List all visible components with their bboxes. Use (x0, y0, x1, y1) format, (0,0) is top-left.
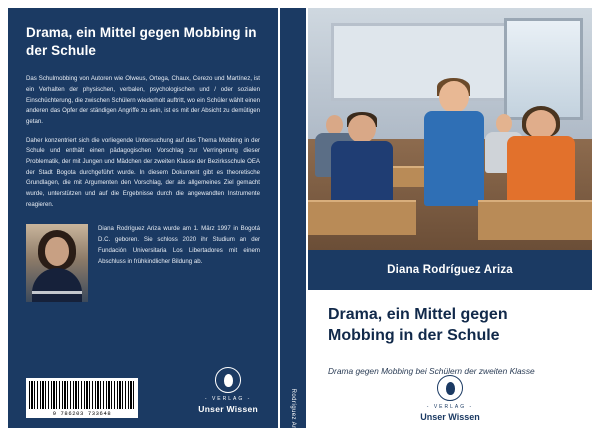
spine-author-text: Rodríguez Ariza (290, 388, 296, 437)
book-spine (280, 8, 306, 437)
front-cover-author: Diana Rodríguez Ariza (308, 250, 592, 290)
back-cover-title: Drama, ein Mittel gegen Mobbing in der Schule (26, 25, 257, 59)
publisher-logo-icon (215, 367, 241, 393)
portrait-shirt-stripe (32, 291, 82, 294)
back-publisher-name: Unser Wissen (198, 404, 258, 414)
front-cover-publisher (308, 375, 592, 422)
back-cover (8, 8, 278, 428)
portrait-body (32, 268, 82, 302)
back-publisher-label: - VERLAG - (204, 396, 252, 402)
barcode-bars (29, 381, 135, 409)
isbn-barcode (26, 378, 138, 418)
front-publisher-label: - VERLAG - (426, 404, 474, 410)
cover-photo-classroom (308, 8, 592, 250)
front-publisher-name: Unser Wissen (420, 412, 480, 422)
front-cover (308, 8, 592, 428)
publisher-logo-icon (437, 375, 463, 401)
author-bio-text: Diana Rodríguez Ariza wurde am 1. März 1997 in Bogotá D.C. geboren. Sie schloss 2020 ihr Studium an der Fundación Universitaria Los Libertadores mit einem Abschluss in frühkindlicher Bildung ab. (98, 225, 260, 266)
back-cover-description (26, 74, 260, 210)
back-cover-description-paragraph-2: Daher konzentriert sich die vorliegende Untersuchung auf das Thema Mobbing in der Schule und enthält einen pädagogischen Vorschlag zur Verringerung dieser Problematik, der mit Jungen und Mädchen der zweiten Klasse der Bezirksschule OEA der Stadt Bogota durchgeführt wurde. In diesem Dokument gibt es theoretische Grundlagen, die mit Argumenten den Vorschlag, der als allgemeines Ziel gemacht wurde, unterstützen und auf die Ergebnisse durch die angewandten Instrumente reagieren. (26, 136, 260, 208)
author-portrait (26, 224, 88, 302)
teacher-head (439, 81, 469, 114)
front-cover-title: Drama, ein Mittel gegen Mobbing in der Schule (328, 306, 508, 345)
student-head (526, 110, 556, 139)
student-head (348, 115, 375, 144)
front-cover-subtitle: Drama gegen Mobbing bei Schülern der zweiten Klasse (328, 366, 535, 376)
teacher-torso (424, 111, 484, 207)
publisher-logo-inner-shape (446, 382, 455, 395)
barcode-number: 9 786203 733648 (52, 410, 112, 417)
author-bio-block (26, 224, 260, 302)
classroom-window (504, 18, 584, 121)
teacher-figure (422, 81, 487, 207)
back-cover-description-paragraph-1: Das Schulmobbing von Autoren wie Olweus, Ortega, Chaux, Cerezo und Martínez, ist ein Verhalten der physischen, verbalen, psychologischen und / oder sozialen Einschüchterung, die zwischen Schülern wiederholt auftritt, wo ein Schüler wählt einen anderen das Opfer der ständigen Angriffe zu sein, ist es mit der Absicht zu demütigen getan. (26, 75, 260, 126)
publisher-logo-inner-shape (224, 374, 233, 387)
classroom-desk-left (308, 200, 416, 236)
classroom-desk-right (478, 200, 592, 241)
back-cover-publisher (198, 367, 258, 414)
